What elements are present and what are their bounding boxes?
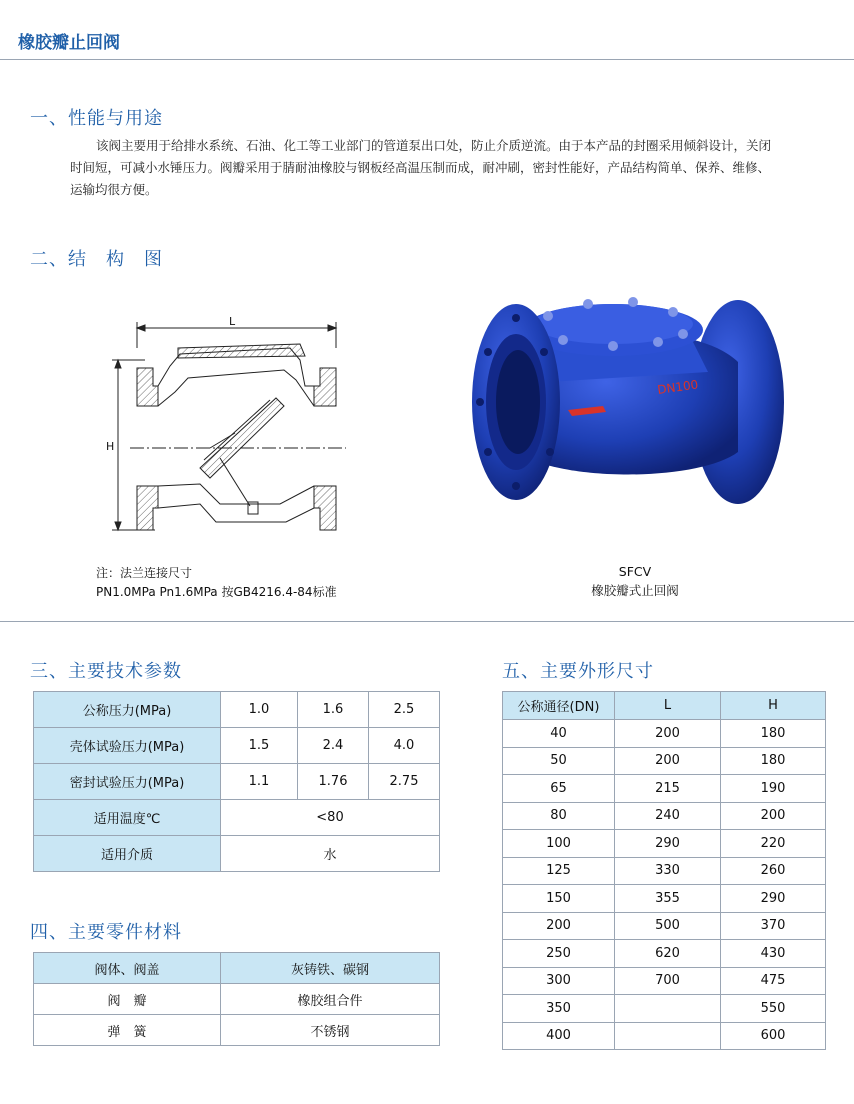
dn-cell: 40 (503, 720, 615, 748)
param-value: 1.76 (298, 764, 369, 800)
param-label: 适用介质 (34, 836, 221, 872)
product-name: 橡胶瓣式止回阀 (591, 583, 679, 598)
table-row (34, 728, 440, 764)
dn-cell: 300 (503, 967, 615, 995)
tech-params-table (33, 691, 440, 872)
param-label: 密封试验压力(MPa) (34, 764, 221, 800)
flange-note (96, 564, 337, 602)
h-cell: 370 (721, 912, 826, 940)
part-name: 弹 簧 (34, 1015, 221, 1046)
param-label: 壳体试验压力(MPa) (34, 728, 221, 764)
h-cell: 430 (721, 940, 826, 968)
h-cell: 260 (721, 857, 826, 885)
table-row (503, 857, 826, 885)
description-line: 时间短，可减小水锤压力。阀瓣采用于腈耐油橡胶与钢板经高温压制而成，耐冲刷，密封性能好，产品结构简单、保养、维修、 (70, 160, 771, 175)
structure-drawing (100, 308, 350, 540)
l-cell: 215 (615, 775, 721, 803)
dn-cell: 150 (503, 885, 615, 913)
l-cell: 700 (615, 967, 721, 995)
dn-cell: 50 (503, 747, 615, 775)
param-value: 1.0 (221, 692, 298, 728)
table-row (34, 836, 440, 872)
h-cell: 550 (721, 995, 826, 1023)
h-cell: 600 (721, 1022, 826, 1050)
part-name: 阀 瓣 (34, 984, 221, 1015)
table-row (503, 1022, 826, 1050)
table-row (503, 995, 826, 1023)
param-value: 1.5 (221, 728, 298, 764)
description-line: 运输均很方便。 (70, 182, 158, 197)
part-name: 阀体、阀盖 (34, 953, 221, 984)
table-row (503, 802, 826, 830)
l-cell: 200 (615, 747, 721, 775)
part-material: 不锈钢 (221, 1015, 440, 1046)
description-line: 该阀主要用于给排水系统、石油、化工等工业部门的管道泵出口处，防止介质逆流。由于本产品的封圈采用倾斜设计，关闭 (96, 138, 772, 153)
description-paragraph (70, 135, 830, 201)
materials-table (33, 952, 440, 1046)
l-cell: 240 (615, 802, 721, 830)
param-value: 2.5 (369, 692, 440, 728)
l-cell: 200 (615, 720, 721, 748)
l-cell (615, 1022, 721, 1050)
dimension-l-label: L (229, 315, 236, 328)
param-value: 2.4 (298, 728, 369, 764)
table-row (34, 984, 440, 1015)
dimension-h-label: H (106, 440, 115, 453)
param-label: 公称压力(MPa) (34, 692, 221, 728)
param-value: 1.6 (298, 692, 369, 728)
l-cell: 355 (615, 885, 721, 913)
column-header: L (615, 692, 721, 720)
table-row (503, 747, 826, 775)
h-cell: 180 (721, 720, 826, 748)
note-line: PN1.0MPa Pn1.6MPa 按GB4216.4-84标准 (96, 585, 337, 599)
l-cell: 290 (615, 830, 721, 858)
page-title: 橡胶瓣止回阀 (18, 33, 120, 53)
table-row (34, 1015, 440, 1046)
l-cell: 330 (615, 857, 721, 885)
param-value: 4.0 (369, 728, 440, 764)
table-row (34, 692, 440, 728)
table-row (503, 885, 826, 913)
note-line: 注：法兰连接尺寸 (96, 566, 193, 580)
table-row (34, 953, 440, 984)
table-row (503, 912, 826, 940)
product-model: SFCV (618, 564, 652, 579)
section-title-performance: 一、性能与用途 (30, 108, 163, 129)
dn-cell: 200 (503, 912, 615, 940)
section-title-tech-params: 三、主要技术参数 (30, 661, 182, 682)
h-cell: 190 (721, 775, 826, 803)
column-header: H (721, 692, 826, 720)
dn-cell: 65 (503, 775, 615, 803)
table-row (503, 967, 826, 995)
section-title-structure: 二、结 构 图 (30, 249, 163, 270)
dn-cell: 80 (503, 802, 615, 830)
part-material: 灰铸铁、碳钢 (221, 953, 440, 984)
dn-cell: 100 (503, 830, 615, 858)
table-row (34, 800, 440, 836)
header-divider (0, 59, 854, 60)
dn-cell: 125 (503, 857, 615, 885)
dn-cell: 350 (503, 995, 615, 1023)
part-material: 橡胶组合件 (221, 984, 440, 1015)
h-cell: 475 (721, 967, 826, 995)
h-cell: 200 (721, 802, 826, 830)
param-value: <80 (221, 800, 440, 836)
section-divider (0, 621, 854, 622)
param-label: 适用温度℃ (34, 800, 221, 836)
valve-photo (468, 292, 798, 520)
param-value: 水 (221, 836, 440, 872)
dn-cell: 250 (503, 940, 615, 968)
table-row (503, 720, 826, 748)
table-row (503, 775, 826, 803)
h-cell: 290 (721, 885, 826, 913)
table-row (34, 764, 440, 800)
table-row (503, 830, 826, 858)
h-cell: 220 (721, 830, 826, 858)
valve-dn-marking: DN100 (656, 377, 700, 397)
dimensions-table (502, 691, 826, 1050)
product-caption (560, 562, 710, 600)
l-cell (615, 995, 721, 1023)
table-row (503, 940, 826, 968)
column-header: 公称通径(DN) (503, 692, 615, 720)
section-title-dimensions: 五、主要外形尺寸 (502, 661, 654, 682)
param-value: 1.1 (221, 764, 298, 800)
l-cell: 620 (615, 940, 721, 968)
param-value: 2.75 (369, 764, 440, 800)
dn-cell: 400 (503, 1022, 615, 1050)
table-header-row (503, 692, 826, 720)
section-title-materials: 四、主要零件材料 (30, 922, 182, 943)
l-cell: 500 (615, 912, 721, 940)
h-cell: 180 (721, 747, 826, 775)
